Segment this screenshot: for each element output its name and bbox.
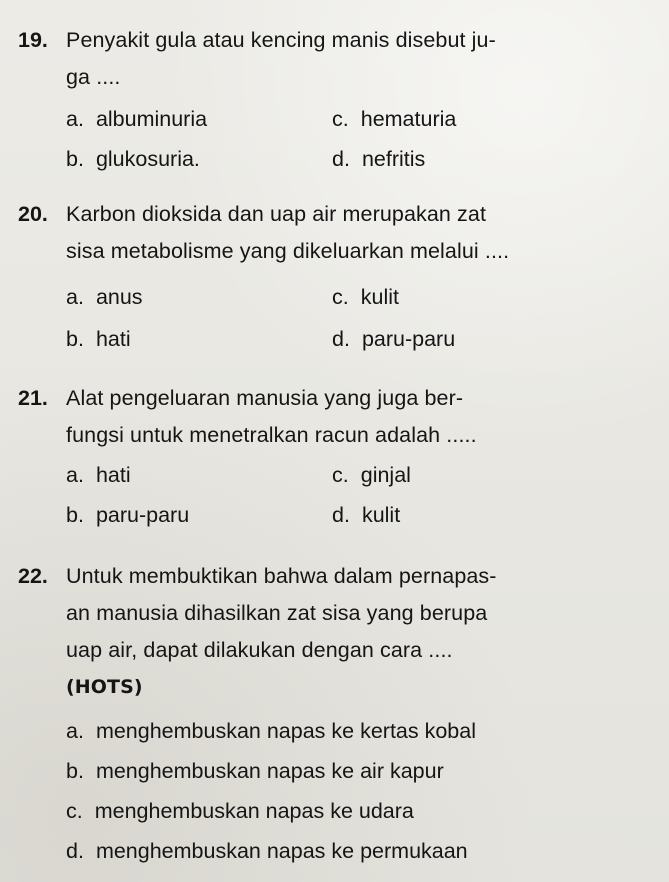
option-d[interactable]: d. paru-paru (332, 327, 456, 351)
question-number: 19. (18, 28, 48, 52)
question-line: ga .... (66, 65, 121, 89)
question-line: Untuk membuktikan bahwa dalam pernapas- (66, 564, 497, 588)
question-text (66, 558, 658, 706)
option-c[interactable]: c. kulit (332, 285, 399, 309)
question-line: Karbon dioksida dan uap air merupakan zat (66, 202, 487, 226)
question-22 (18, 558, 658, 706)
question-line: an manusia dihasilkan zat sisa yang berupa (66, 601, 488, 625)
question-text (66, 22, 658, 96)
question-text (66, 380, 658, 454)
question-number: 20. (18, 202, 48, 226)
option-b[interactable]: b. glukosuria. (66, 147, 200, 171)
question-line: Penyakit gula atau kencing manis disebut ju- (66, 28, 496, 52)
question-line: sisa metabolisme yang dikeluarkan melalui .... (66, 239, 510, 263)
option-a[interactable]: a. hati (66, 463, 131, 487)
question-number: 22. (18, 564, 48, 588)
question-21 (18, 380, 658, 454)
question-line: uap air, dapat dilakukan dengan cara .... (66, 638, 453, 662)
option-a[interactable]: a. albuminuria (66, 107, 208, 131)
question-19 (18, 22, 658, 96)
question-text (66, 196, 658, 270)
option-d[interactable]: d. menghembuskan napas ke permukaan (66, 839, 468, 863)
question-20 (18, 196, 658, 270)
question-line: fungsi untuk menetralkan racun adalah ..... (66, 423, 477, 447)
option-c[interactable]: c. menghembuskan napas ke udara (66, 799, 414, 823)
option-b[interactable]: b. menghembuskan napas ke air kapur (66, 759, 444, 783)
option-b[interactable]: b. hati (66, 327, 131, 351)
option-d[interactable]: d. kulit (332, 503, 401, 527)
option-c[interactable]: c. hematuria (332, 107, 457, 131)
question-line: Alat pengeluaran manusia yang juga ber- (66, 386, 464, 410)
question-number: 21. (18, 386, 48, 410)
option-a[interactable]: a. anus (66, 285, 143, 309)
option-d[interactable]: d. nefritis (332, 147, 426, 171)
option-c[interactable]: c. ginjal (332, 463, 411, 487)
option-b[interactable]: b. paru-paru (66, 503, 190, 527)
option-a[interactable]: a. menghembuskan napas ke kertas kobal (66, 719, 476, 743)
hots-tag: (HOTS) (66, 676, 143, 698)
